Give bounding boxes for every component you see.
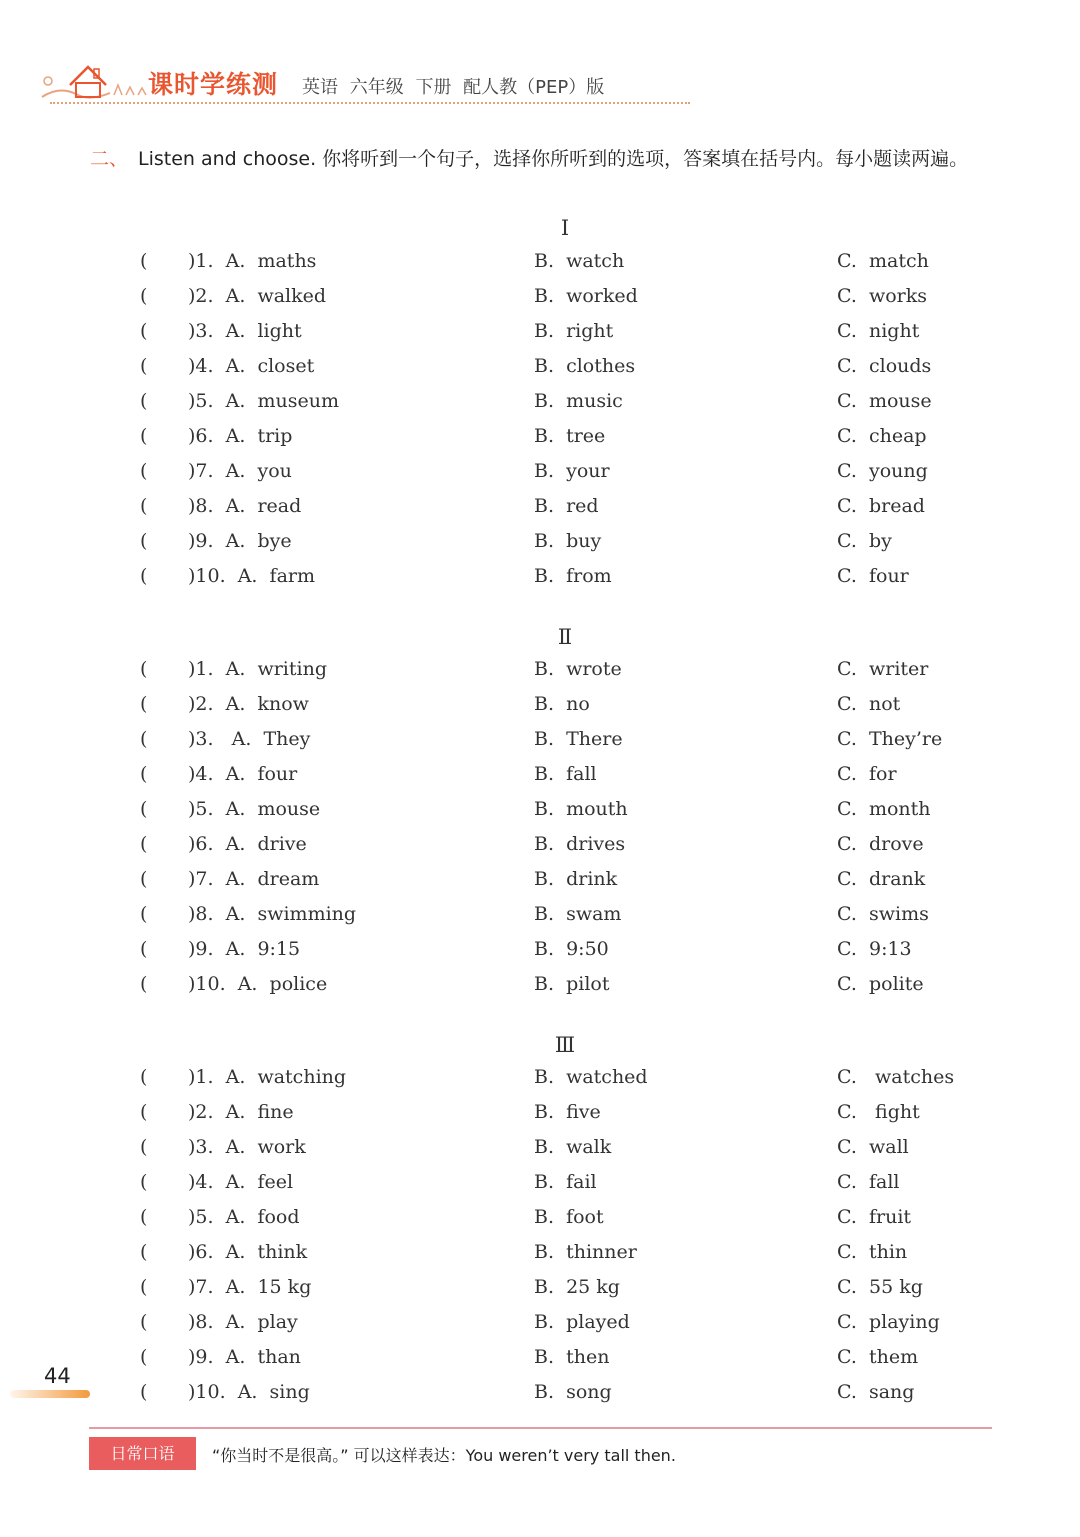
option-c: C. young [837, 459, 928, 482]
question-row [0, 1136, 1080, 1170]
house-logo-icon [40, 55, 148, 105]
question-row [0, 798, 1080, 832]
answer-paren-open[interactable]: ( [140, 867, 148, 890]
option-b: B. watched [534, 1066, 648, 1088]
option-c: C. sang [837, 1380, 915, 1403]
option-b: B. drink [534, 867, 618, 890]
option-a: )5. A. mouse [188, 797, 321, 820]
option-c: C. them [837, 1345, 919, 1368]
option-a: )4. A. four [188, 762, 298, 785]
answer-paren-open[interactable]: ( [140, 1170, 148, 1193]
option-a: )3. A. work [188, 1135, 306, 1158]
option-b: B. worked [534, 284, 638, 307]
answer-paren-open[interactable]: ( [140, 1380, 148, 1403]
option-b: B. foot [534, 1205, 604, 1228]
option-a: )1. A. watching [188, 1066, 347, 1088]
option-c: C. fight [837, 1100, 920, 1123]
option-a: )1. A. writing [188, 658, 327, 680]
question-row [0, 1241, 1080, 1275]
option-b: B. played [534, 1310, 630, 1333]
option-c: C. match [837, 250, 929, 272]
answer-paren-open[interactable]: ( [140, 797, 148, 820]
question-row [0, 903, 1080, 937]
answer-paren-open[interactable]: ( [140, 389, 148, 412]
option-c: C. swims [837, 902, 929, 925]
option-a: )1. A. maths [188, 250, 317, 272]
answer-paren-open[interactable]: ( [140, 658, 148, 680]
answer-paren-open[interactable]: ( [140, 902, 148, 925]
question-row [0, 530, 1080, 564]
section-title: Ⅰ [560, 216, 570, 240]
option-c: C. fruit [837, 1205, 912, 1228]
question-row [0, 250, 1080, 284]
option-c: C. night [837, 319, 920, 342]
option-c: C. drove [837, 832, 924, 855]
question-row [0, 1276, 1080, 1310]
question-row [0, 425, 1080, 459]
option-a: )7. A. 15 kg [188, 1275, 312, 1298]
answer-paren-open[interactable]: ( [140, 354, 148, 377]
answer-paren-open[interactable]: ( [140, 424, 148, 447]
option-a: )7. A. you [188, 459, 292, 482]
question-row [0, 1346, 1080, 1380]
question-row [0, 320, 1080, 354]
option-a: )7. A. dream [188, 867, 320, 890]
option-c: C. playing [837, 1310, 940, 1333]
footer-tip: “你当时不是很高。” 可以这样表达：You weren’t very tall then. [212, 1446, 676, 1465]
option-a: )2. A. fine [188, 1100, 294, 1123]
option-b: B. music [534, 389, 623, 412]
question-row [0, 868, 1080, 902]
option-a: )9. A. bye [188, 529, 292, 552]
option-b: B. swam [534, 902, 622, 925]
option-b: B. from [534, 564, 612, 587]
answer-paren-open[interactable]: ( [140, 1345, 148, 1368]
question-row [0, 285, 1080, 319]
option-c: C. bread [837, 494, 925, 517]
option-c: C. works [837, 284, 928, 307]
option-a: )2. A. walked [188, 284, 327, 307]
answer-paren-open[interactable]: ( [140, 727, 148, 750]
option-b: B. fall [534, 762, 597, 785]
answer-paren-open[interactable]: ( [140, 529, 148, 552]
option-c: C. mouse [837, 389, 932, 412]
question-row [0, 1066, 1080, 1100]
option-b: B. your [534, 459, 610, 482]
option-c: C. fall [837, 1170, 900, 1193]
answer-paren-open[interactable]: ( [140, 972, 148, 995]
option-b: B. tree [534, 424, 606, 447]
question-row [0, 693, 1080, 727]
option-c: C. for [837, 762, 897, 785]
answer-paren-open[interactable]: ( [140, 564, 148, 587]
option-c: C. cheap [837, 424, 927, 447]
question-row [0, 1381, 1080, 1415]
answer-paren-open[interactable]: ( [140, 459, 148, 482]
option-a: )4. A. feel [188, 1170, 294, 1193]
option-b: B. then [534, 1345, 610, 1368]
section-title: Ⅲ [554, 1033, 576, 1057]
option-c: C. thin [837, 1240, 908, 1263]
question-row [0, 1101, 1080, 1135]
question-row [0, 390, 1080, 424]
option-b: B. There [534, 727, 623, 750]
option-b: B. pilot [534, 972, 610, 995]
brand-title: 课时学练测 [148, 70, 279, 99]
answer-paren-open[interactable]: ( [140, 937, 148, 960]
answer-paren-open[interactable]: ( [140, 319, 148, 342]
option-b: B. mouth [534, 797, 628, 820]
answer-paren-open[interactable]: ( [140, 1100, 148, 1123]
answer-paren-open[interactable]: ( [140, 832, 148, 855]
option-a: )6. A. drive [188, 832, 307, 855]
option-a: )9. A. 9:15 [188, 937, 301, 960]
option-b: B. red [534, 494, 599, 517]
question-row [0, 1206, 1080, 1240]
option-a: )8. A. play [188, 1310, 298, 1333]
option-b: B. song [534, 1380, 612, 1403]
option-b: B. buy [534, 529, 602, 552]
option-b: B. thinner [534, 1240, 637, 1263]
option-b: B. drives [534, 832, 626, 855]
option-a: )6. A. think [188, 1240, 308, 1263]
option-c: C. month [837, 797, 931, 820]
section-title: Ⅱ [557, 625, 573, 649]
option-b: B. wrote [534, 658, 622, 680]
question-row [0, 565, 1080, 599]
answer-paren-open[interactable]: ( [140, 1275, 148, 1298]
option-c: C. by [837, 529, 892, 552]
option-a: )10. A. farm [188, 564, 316, 587]
option-b: B. fail [534, 1170, 597, 1193]
option-c: C. wall [837, 1135, 909, 1158]
question-row [0, 460, 1080, 494]
answer-paren-open[interactable]: ( [140, 250, 148, 272]
option-a: )5. A. museum [188, 389, 339, 412]
book-subtitle: 英语 六年级 下册 配人教（PEP）版 [302, 77, 605, 98]
answer-paren-open[interactable]: ( [140, 692, 148, 715]
question-row [0, 763, 1080, 797]
option-c: C. clouds [837, 354, 932, 377]
answer-paren-open[interactable]: ( [140, 1240, 148, 1263]
footer-divider [89, 1427, 992, 1429]
option-c: C. 55 kg [837, 1275, 923, 1298]
option-b: B. right [534, 319, 614, 342]
option-a: )2. A. know [188, 692, 309, 715]
answer-paren-open[interactable]: ( [140, 1066, 148, 1088]
option-c: C. four [837, 564, 909, 587]
instruction [90, 141, 1010, 177]
page-header [40, 55, 700, 115]
answer-paren-open[interactable]: ( [140, 284, 148, 307]
question-row [0, 355, 1080, 389]
question-row [0, 1311, 1080, 1345]
question-row [0, 495, 1080, 529]
option-a: )3. A. They [188, 727, 311, 750]
answer-paren-open[interactable]: ( [140, 762, 148, 785]
question-row [0, 938, 1080, 972]
option-a: )5. A. food [188, 1205, 300, 1228]
option-c: C. watches [837, 1066, 955, 1088]
question-row [0, 658, 1080, 692]
instruction-text: Listen and choose. 你将听到一个句子，选择你所听到的选项，答案填在括号内。每小题读两遍。 [138, 148, 969, 170]
option-b: B. clothes [534, 354, 636, 377]
question-row [0, 973, 1080, 1007]
option-a: )10. A. sing [188, 1380, 310, 1403]
answer-paren-open[interactable]: ( [140, 494, 148, 517]
page-number: 44 [44, 1364, 71, 1388]
option-c: C. not [837, 692, 901, 715]
answer-paren-open[interactable]: ( [140, 1135, 148, 1158]
option-a: )6. A. trip [188, 424, 293, 447]
option-a: )3. A. light [188, 319, 302, 342]
answer-paren-open[interactable]: ( [140, 1310, 148, 1333]
option-a: )8. A. swimming [188, 902, 357, 925]
footer-badge: 日常口语 [89, 1437, 196, 1470]
question-row [0, 728, 1080, 762]
option-a: )8. A. read [188, 494, 302, 517]
option-b: B. no [534, 692, 590, 715]
option-a: )10. A. police [188, 972, 328, 995]
question-row [0, 1171, 1080, 1205]
option-b: B. five [534, 1100, 601, 1123]
option-c: C. 9:13 [837, 937, 912, 960]
header-divider [50, 102, 690, 104]
option-a: )9. A. than [188, 1345, 301, 1368]
question-number: 二、 [90, 148, 129, 170]
answer-paren-open[interactable]: ( [140, 1205, 148, 1228]
option-a: )4. A. closet [188, 354, 315, 377]
option-c: C. writer [837, 658, 929, 680]
option-b: B. 9:50 [534, 937, 609, 960]
option-c: C. They’re [837, 727, 943, 750]
option-b: B. walk [534, 1135, 612, 1158]
option-b: B. watch [534, 250, 625, 272]
option-c: C. polite [837, 972, 924, 995]
option-c: C. drank [837, 867, 926, 890]
option-b: B. 25 kg [534, 1275, 620, 1298]
question-row [0, 833, 1080, 867]
page-number-bar [10, 1390, 90, 1398]
